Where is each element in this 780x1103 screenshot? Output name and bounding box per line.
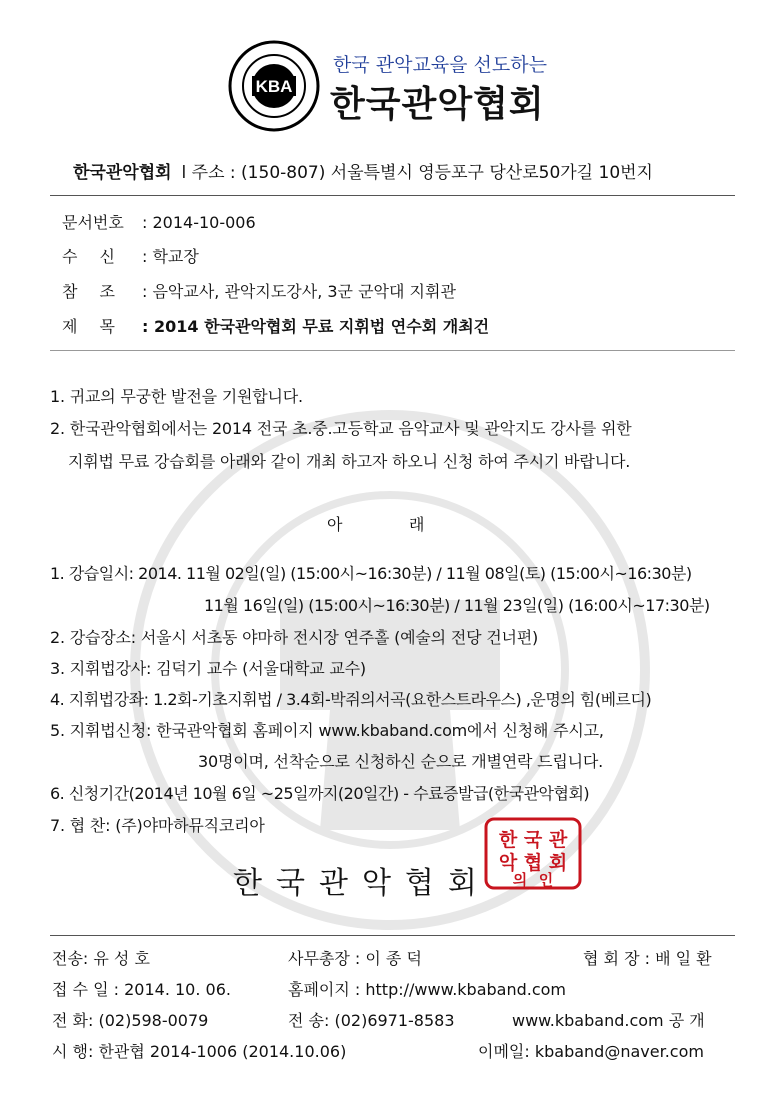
subject: : 2014 한국관악협회 무료 지휘법 연수회 개최건 [142,317,490,336]
signature-org: 한국관악협회 [233,866,491,901]
item-4: 4. 지휘법강좌: 1.2회-기초지휘법 / 3.4회-박쥐의서곡(요한스트라우스) ,운명의 힘(베르디) [50,690,652,709]
president: 협 회 장 : 배 일 환 [583,949,712,968]
seal-char: 인 [538,871,554,889]
enforcement: 시 행: 한관협 2014-1006 (2014.10.06) [52,1042,347,1061]
logo-text: KBA [255,77,293,96]
seal-char: 악 [498,852,518,874]
tagline: 한국 관악교육을 선도하는 [333,54,547,76]
seal-char: 국 [523,829,543,851]
item-3: 3. 지휘법강사: 김덕기 교수 (서울대학교 교수) [50,659,366,678]
address-text: l 주소 : (150-807) 서울특별시 영등포구 당산로50가길 10번지 [181,163,653,183]
below-heading-b: 래 [409,515,425,534]
divider [50,350,735,351]
recipient: : 학교장 [142,247,199,266]
homepage: 홈페이지 : http://www.kbaband.com [288,980,567,999]
seal-char: 관 [548,829,568,851]
intro-2a: 2. 한국관악협회에서는 2014 전국 초.중.고등학교 음악교사 및 관악지도 강사를 위한 [50,419,632,438]
item-1b: 11월 16일(일) (15:00시~16:30분) / 11월 23일(일) (16:00시~17:30분) [204,596,710,615]
intro-1: 1. 귀교의 무궁한 발전을 기원합니다. [50,387,303,406]
email: 이메일: kbaband@naver.com [478,1042,704,1061]
subject-label: 제목 [62,317,137,336]
item-5a: 5. 지휘법신청: 한국관악협회 홈페이지 www.kbaband.com에서 신청해 주시고, [50,721,604,740]
organization-name: 한국관악협회 [330,84,545,125]
item-7: 7. 협 찬: (주)야마하뮤직코리아 [50,816,265,835]
divider [50,195,735,196]
divider [50,935,735,936]
secretary-general: 사무총장 : 이 종 덕 [288,949,422,968]
reference-row [62,279,456,302]
kba-logo-icon [228,40,320,132]
phone: 전 화: (02)598-0079 [52,1011,209,1030]
doc-number-row [62,210,256,233]
below-heading-a: 아 [327,515,343,534]
recipient-row [62,244,199,267]
fax: 전 송: (02)6971-8583 [288,1011,455,1030]
reference-label: 참조 [62,282,137,301]
doc-number-label: 문서번호 [62,213,124,232]
subject-row [62,314,489,337]
doc-number: : 2014-10-006 [142,213,256,232]
item-1a: 1. 강습일시: 2014. 11월 02일(일) (15:00시~16:30분) / 11월 08일(토) (15:00시~16:30분) [50,564,692,583]
item-5b: 30명이며, 선착순으로 신청하신 순으로 개별연락 드립니다. [198,752,604,771]
received-date: 접 수 일 : 2014. 10. 06. [52,980,231,999]
intro-2b: 지휘법 무료 강습회를 아래와 같이 개최 하고자 하오니 신청 하여 주시기 바랍니다. [68,452,631,471]
seal-char: 의 [512,871,528,889]
item-2: 2. 강습장소: 서울시 서초동 야마하 전시장 연주홀 (예술의 전당 건너편) [50,628,539,647]
official-seal-icon [484,817,582,890]
address-line [73,158,653,183]
sender: 전송: 유 성 호 [52,949,150,968]
address-org: 한국관악협회 [73,163,172,183]
seal-char: 한 [498,829,518,851]
reference: : 음악교사, 관악지도강사, 3군 군악대 지휘관 [142,282,456,301]
disclosure: www.kbaband.com 공 개 [512,1011,705,1030]
seal-char: 회 [548,852,568,874]
seal-char: 협 [523,852,543,874]
recipient-label: 수신 [62,247,137,266]
item-6: 6. 신청기간(2014년 10월 6일 ~25일까지(20일간) - 수료증발급(한국관악협회) [50,784,590,803]
